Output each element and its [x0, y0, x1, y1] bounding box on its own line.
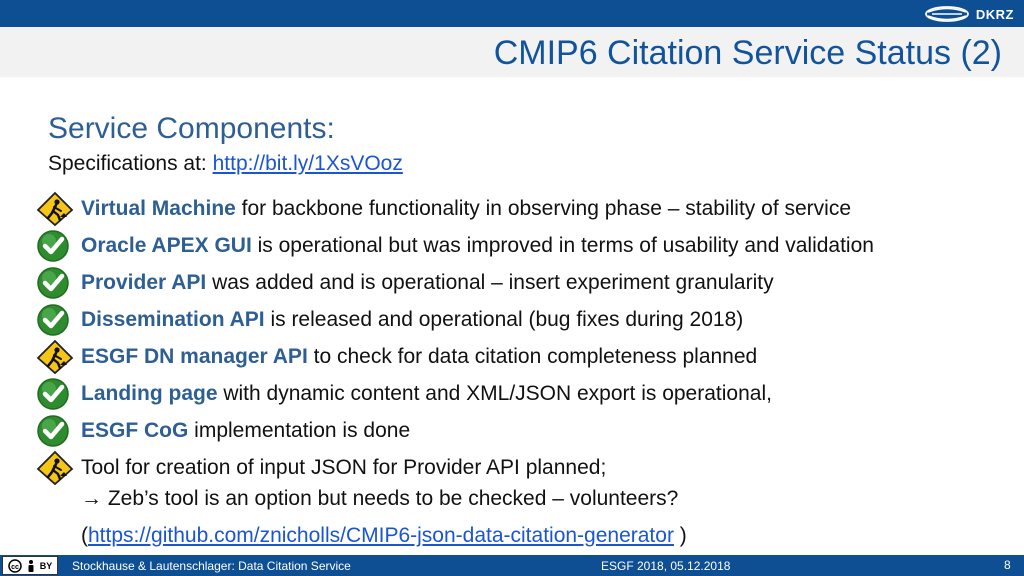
by-person-icon [25, 559, 37, 573]
list-item-text [81, 308, 743, 332]
list-item [36, 190, 996, 227]
list-item-description: for backbone functionality in observing phase – stability of service [235, 196, 852, 220]
list-item-description: to check for data citation completeness planned [307, 344, 758, 368]
check-icon [36, 375, 81, 412]
logo-text: DKRZ [975, 6, 1014, 22]
list-item-description: is released and operational (bug fixes during 2018) [264, 307, 744, 331]
construction-warning-icon [36, 338, 81, 375]
component-list [36, 190, 996, 486]
list-item-text [81, 345, 757, 369]
list-item [36, 264, 996, 301]
svg-text:cc: cc [10, 563, 19, 571]
list-item-component-name: Oracle APEX GUI [81, 233, 252, 257]
arrow-right-icon: → [81, 487, 102, 510]
dkrz-logo [924, 3, 1014, 25]
arrow-line [81, 487, 678, 511]
footer-event: ESGF 2018, 05.12.2018 [601, 559, 731, 573]
list-item-text [81, 419, 410, 443]
cc-icon [8, 559, 22, 573]
check-icon [36, 412, 81, 449]
spec-link[interactable]: http://bit.ly/1XsVOoz [212, 152, 403, 175]
globe-logo-icon [924, 5, 970, 23]
list-item-text [81, 197, 851, 221]
list-item-text [81, 271, 774, 295]
arrow-line-text: Zeb’s tool is an option but needs to be checked – volunteers? [102, 487, 679, 510]
list-item [36, 375, 996, 412]
list-item-description: implementation is done [188, 418, 411, 442]
page-number: 8 [1004, 558, 1011, 572]
check-icon [36, 227, 81, 264]
spec-prefix: Specifications at: [48, 152, 213, 175]
construction-warning-icon [36, 190, 81, 227]
list-item-description: was added and is operational – insert experiment granularity [206, 270, 774, 294]
section-heading: Service Components: [48, 112, 335, 145]
paren-open: ( [81, 524, 88, 547]
list-item-component-name: ESGF DN manager API [81, 344, 308, 368]
top-bar [0, 0, 1024, 27]
specifications-line [48, 152, 403, 176]
construction-warning-icon [36, 449, 81, 486]
list-item-component-name: Landing page [81, 381, 218, 405]
list-item-component-name: ESGF CoG [81, 418, 189, 442]
list-item-component-name: Provider API [81, 270, 207, 294]
footer [0, 555, 1024, 576]
slide-title: CMIP6 Citation Service Status (2) [493, 34, 1002, 72]
list-item-description: Tool for creation of input JSON for Provider API planned; [81, 455, 607, 479]
github-line [81, 524, 687, 548]
list-item-description: with dynamic content and XML/JSON export is operational, [217, 381, 772, 405]
list-item [36, 227, 996, 264]
list-item [36, 301, 996, 338]
list-item-text [81, 382, 772, 406]
github-link[interactable]: https://github.com/znicholls/CMIP6-json-data-citation-generator [88, 524, 674, 547]
list-item [36, 449, 996, 486]
check-icon [36, 264, 81, 301]
list-item-component-name: Dissemination API [81, 307, 265, 331]
list-item-description: is operational but was improved in terms of usability and validation [251, 233, 874, 257]
list-item [36, 412, 996, 449]
list-item-text [81, 234, 874, 258]
cc-license-badge [2, 556, 58, 575]
check-icon [36, 301, 81, 338]
list-item-text [81, 456, 606, 480]
list-item [36, 338, 996, 375]
list-item-component-name: Virtual Machine [81, 196, 236, 220]
paren-close: ) [673, 524, 687, 547]
license-text: BY [39, 560, 53, 571]
footer-authors: Stockhause & Lautenschlager: Data Citation Service [72, 559, 351, 573]
